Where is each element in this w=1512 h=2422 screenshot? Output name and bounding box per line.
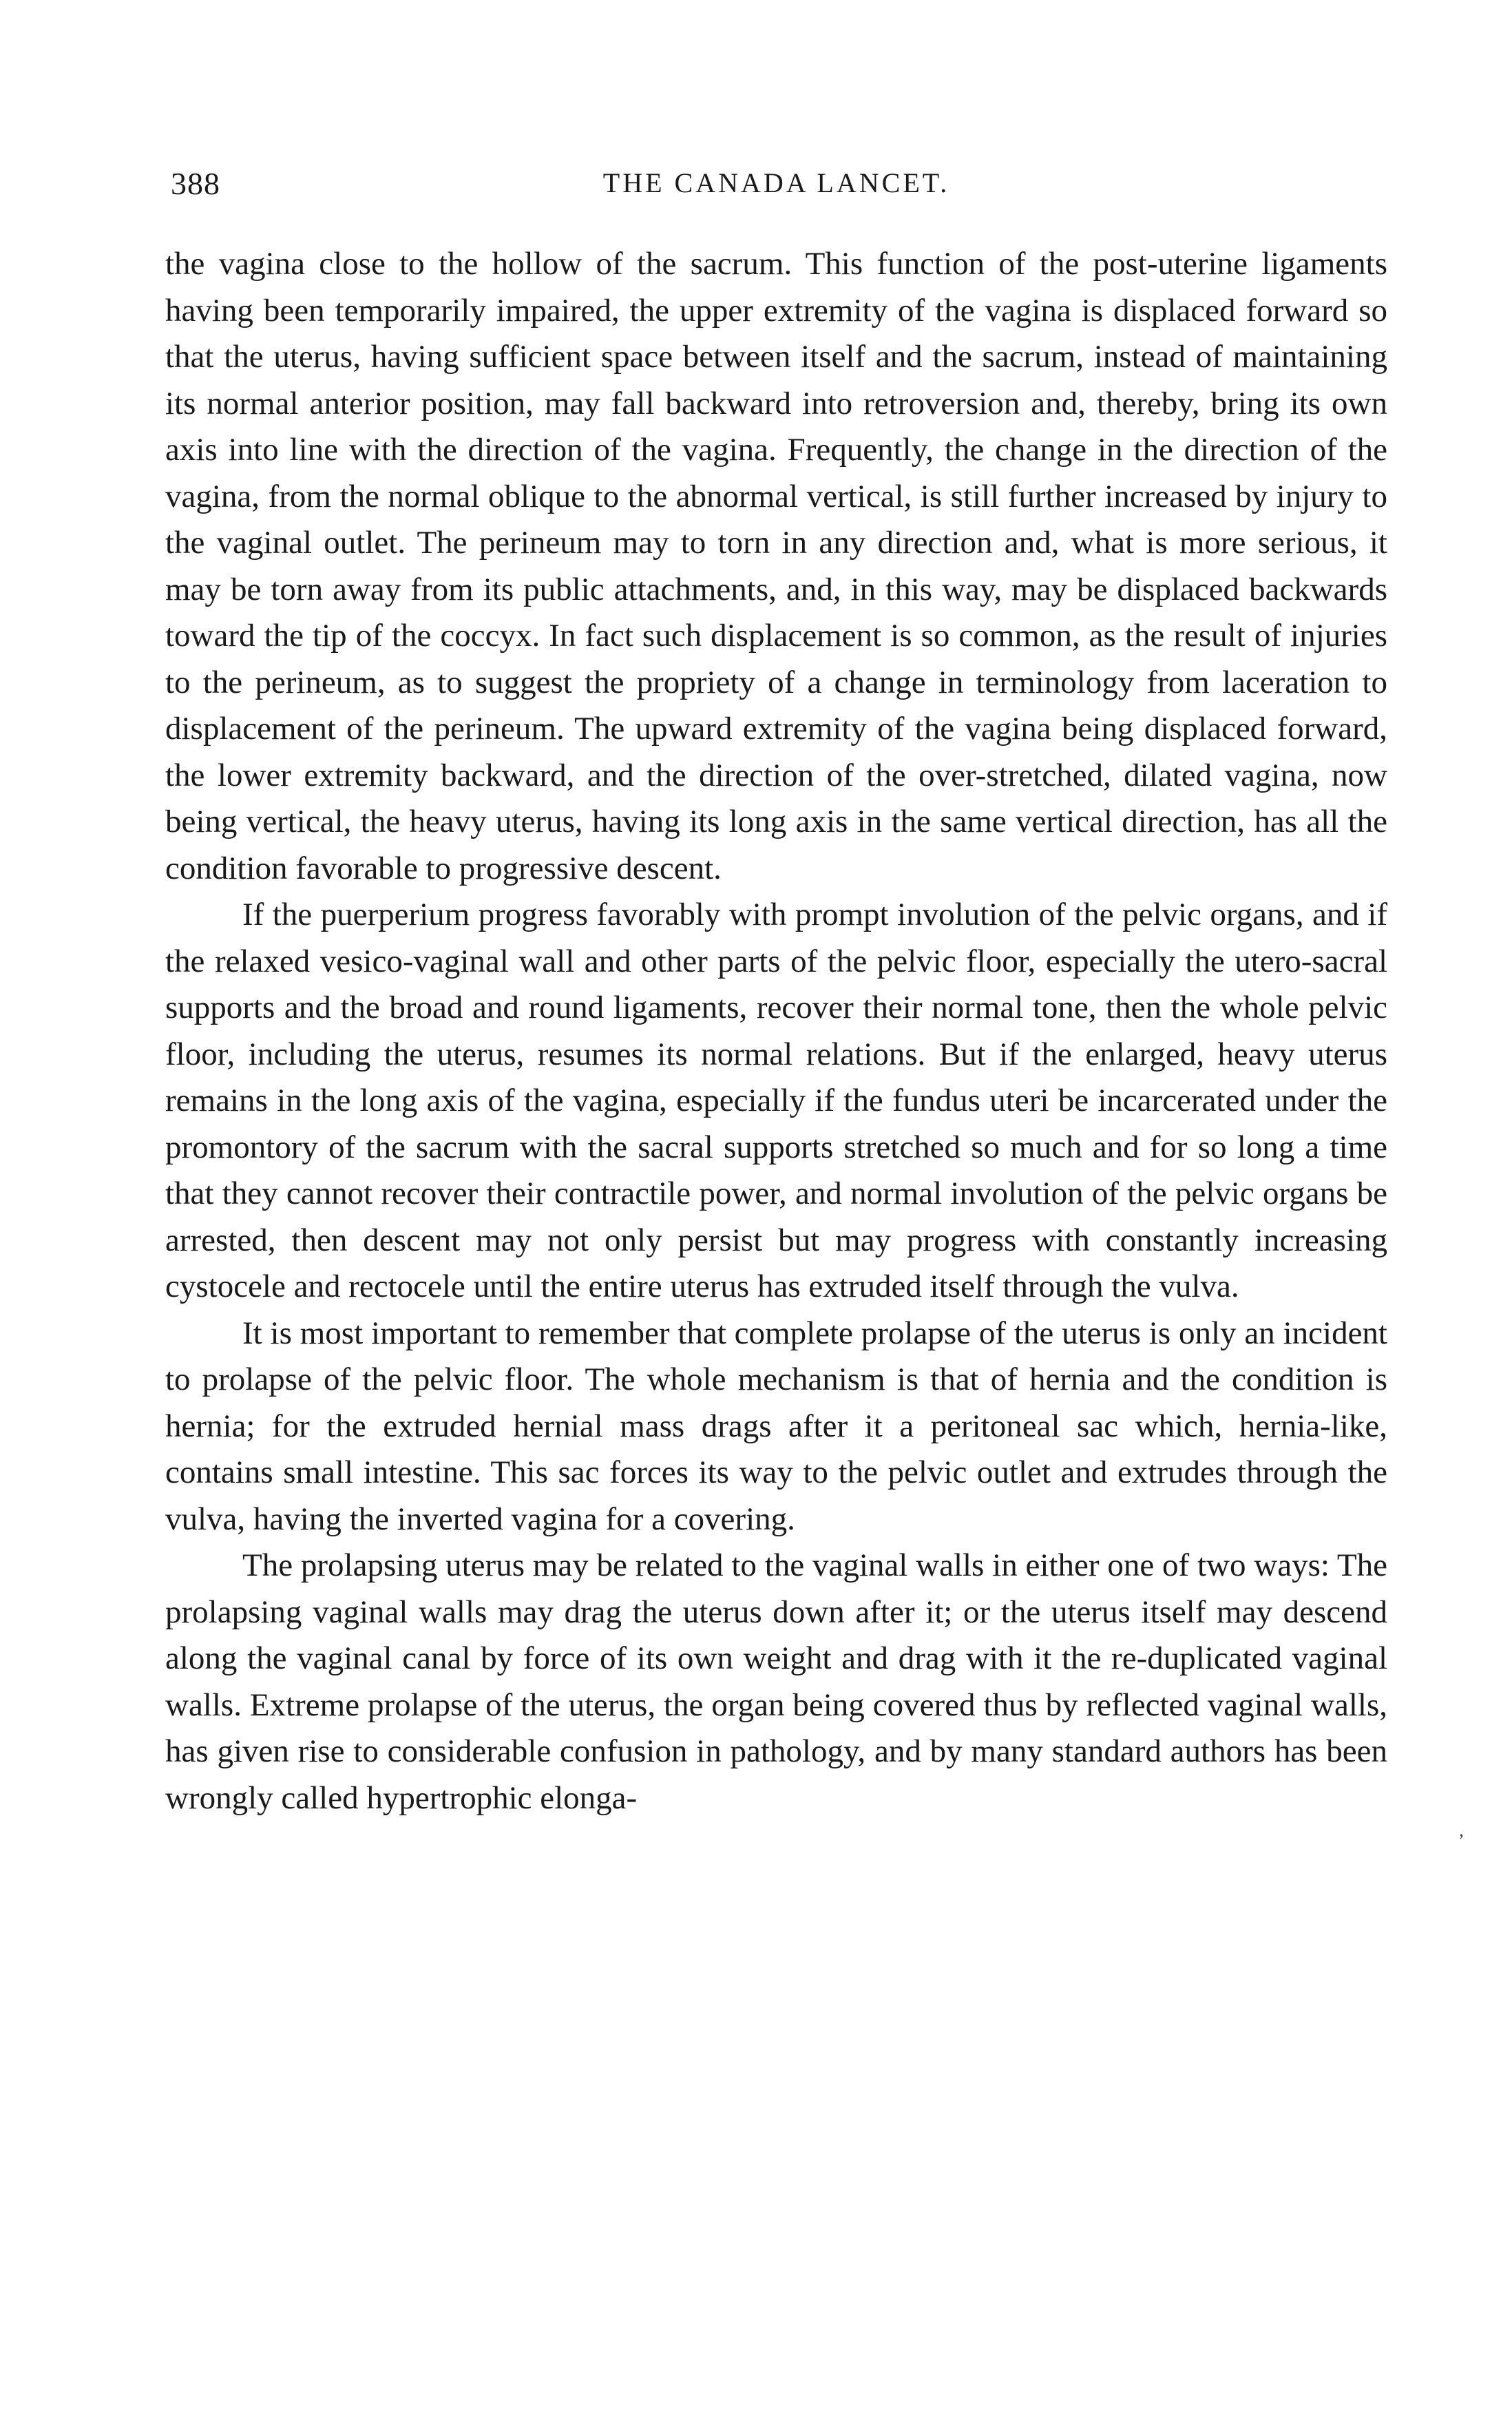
page-number: 388 <box>171 166 220 201</box>
paragraph: If the puerperium progress favorably with prompt involution of the pelvic organs, and if the relaxed vesico-vaginal wall and other parts of the pelvic floor, especially the utero-sacral supports and the broad and round ligaments, recover their normal tone, then the whole pelvic floor, including the uterus, resumes its normal relations. But if the enlarged, heavy uterus remains in the long axis of the vagina, especially if the fundus uteri be incarcerated under the promontory of the sacrum with the sacral supports stretched so much and for so long a time that they cannot recover their contractile power, and normal involution of the pelvic organs be arrested, then descent may not only persist but may progress with constantly increasing cystocele and rectocele until the entire uterus has extruded itself through the vulva. <box>165 897 1387 1304</box>
margin-mark: ’ <box>1458 1830 1464 1850</box>
paragraph: The prolapsing uterus may be related to the vaginal walls in either one of two ways: The prolapsing vaginal walls may drag the uterus down after it; or the uterus itself may descend along the vaginal canal by force of its own weight and drag with it the re-duplicated vaginal walls. Extreme prolapse of the uterus, the organ being covered thus by reflected vaginal walls, has given rise to considerable confusion in pathology, and by many standard authors has been wrongly called hypertrophic elonga- <box>165 1547 1387 1816</box>
running-title: THE CANADA LANCET. <box>602 167 950 198</box>
paragraph-continued: the vagina close to the hollow of the sacrum. This function of the post-uterine ligaments having been temporarily impaired, the upper extremity of the vagina is displaced forward so that the uterus, having sufficient space between itself and the sacrum, instead of maintaining its normal anterior position, may fall backward into retroversion and, thereby, bring its own axis into line with the direction of the vagina. Frequently, the change in the direction of the vagina, from the normal oblique to the abnormal vertical, is still further increased by injury to the vaginal outlet. The perineum may to torn in any direction and, what is more serious, it may be torn away from its public attachments, and, in this way, may be displaced backwards toward the tip of the coccyx. In fact such displacement is so common, as the result of injuries to the perineum, as to suggest the propriety of a change in terminology from laceration to displacement of the perineum. The upward extremity of the vagina being displaced forward, the lower extremity backward, and the direction of the over-stretched, dilated vagina, now being vertical, the heavy uterus, having its long axis in the same vertical direction, has all the condition favorable to progressive descent. <box>165 246 1387 886</box>
page-header <box>165 158 1387 213</box>
body-text <box>165 241 1387 1821</box>
paragraph: It is most important to remember that complete prolapse of the uterus is only an incident to prolapse of the pelvic floor. The whole mechanism is that of hernia and the condition is hernia; for the extruded hernial mass drags after it a peritoneal sac which, hernia-like, contains small intestine. This sac forces its way to the pelvic outlet and extrudes through the vulva, having the inverted vagina for a covering. <box>165 1315 1387 1537</box>
book-page <box>165 158 1387 1821</box>
